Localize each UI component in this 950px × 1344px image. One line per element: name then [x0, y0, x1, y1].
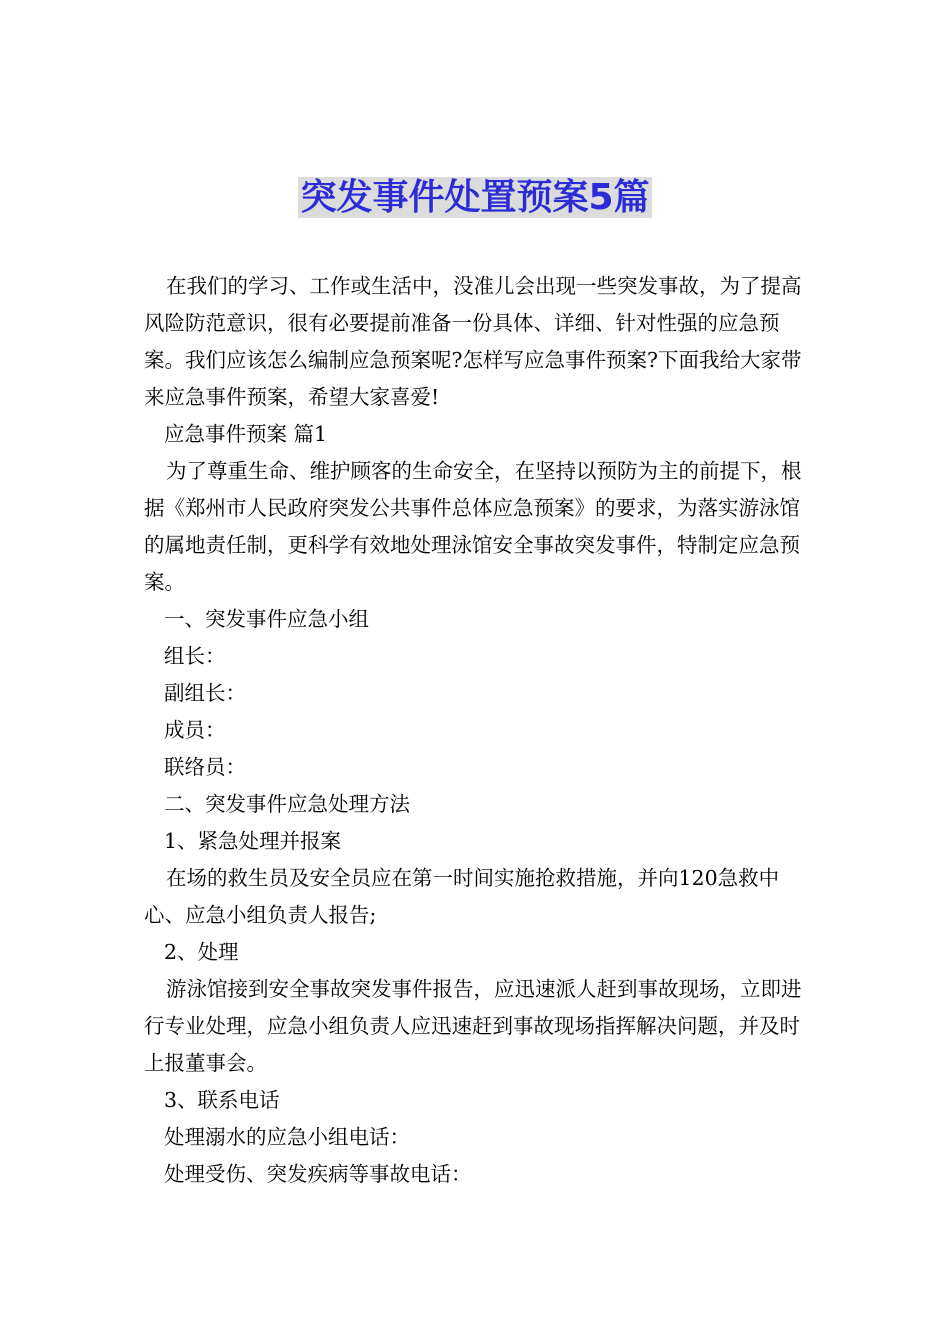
part2-heading: 二、突发事件应急处理方法 — [164, 792, 410, 816]
members-line: 成员： — [164, 718, 226, 742]
liaison-line: 联络员： — [164, 755, 246, 779]
part1-heading: 一、突发事件应急小组 — [164, 607, 369, 631]
step1-heading: 1、紧急处理并报案 — [164, 829, 342, 853]
document-title-text: 突发事件处置预案5篇 — [300, 177, 650, 218]
step2-paragraph: 游泳馆接到安全事故突发事件报告，应迅速派人赶到事故现场，立即进行专业处理，应急小组负责人应迅速赶到事故现场指挥解决问题，并及时上报董事会。 — [144, 977, 802, 1075]
document-title — [0, 170, 950, 226]
phone-drowning-line: 处理溺水的应急小组电话： — [164, 1125, 410, 1149]
deputy-line: 副组长： — [164, 681, 246, 705]
intro-paragraph: 在我们的学习、工作或生活中，没准儿会出现一些突发事故，为了提高风险防范意识，很有必要提前准备一份具体、详细、针对性强的应急预案。我们应该怎么编制应急预案呢?怎样写应急事件预案?下面我给大家带来应急事件预案，希望大家喜爱! — [144, 274, 802, 409]
phone-injury-line: 处理受伤、突发疾病等事故电话： — [164, 1162, 472, 1186]
step2-heading: 2、处理 — [164, 940, 239, 964]
step1-paragraph: 在场的救生员及安全员应在第一时间实施抢救措施，并向120急救中心、应急小组负责人报告; — [144, 866, 780, 927]
document-body — [144, 268, 808, 1193]
section-heading: 应急事件预案 篇1 — [164, 422, 328, 446]
step3-heading: 3、联系电话 — [164, 1088, 280, 1112]
leader-line: 组长： — [164, 644, 226, 668]
section-intro-paragraph: 为了尊重生命、维护顾客的生命安全，在坚持以预防为主的前提下，根据《郑州市人民政府突发公共事件总体应急预案》的要求，为落实游泳馆的属地责任制，更科学有效地处理泳馆安全事故突发事件，特制定应急预案。 — [144, 459, 802, 594]
